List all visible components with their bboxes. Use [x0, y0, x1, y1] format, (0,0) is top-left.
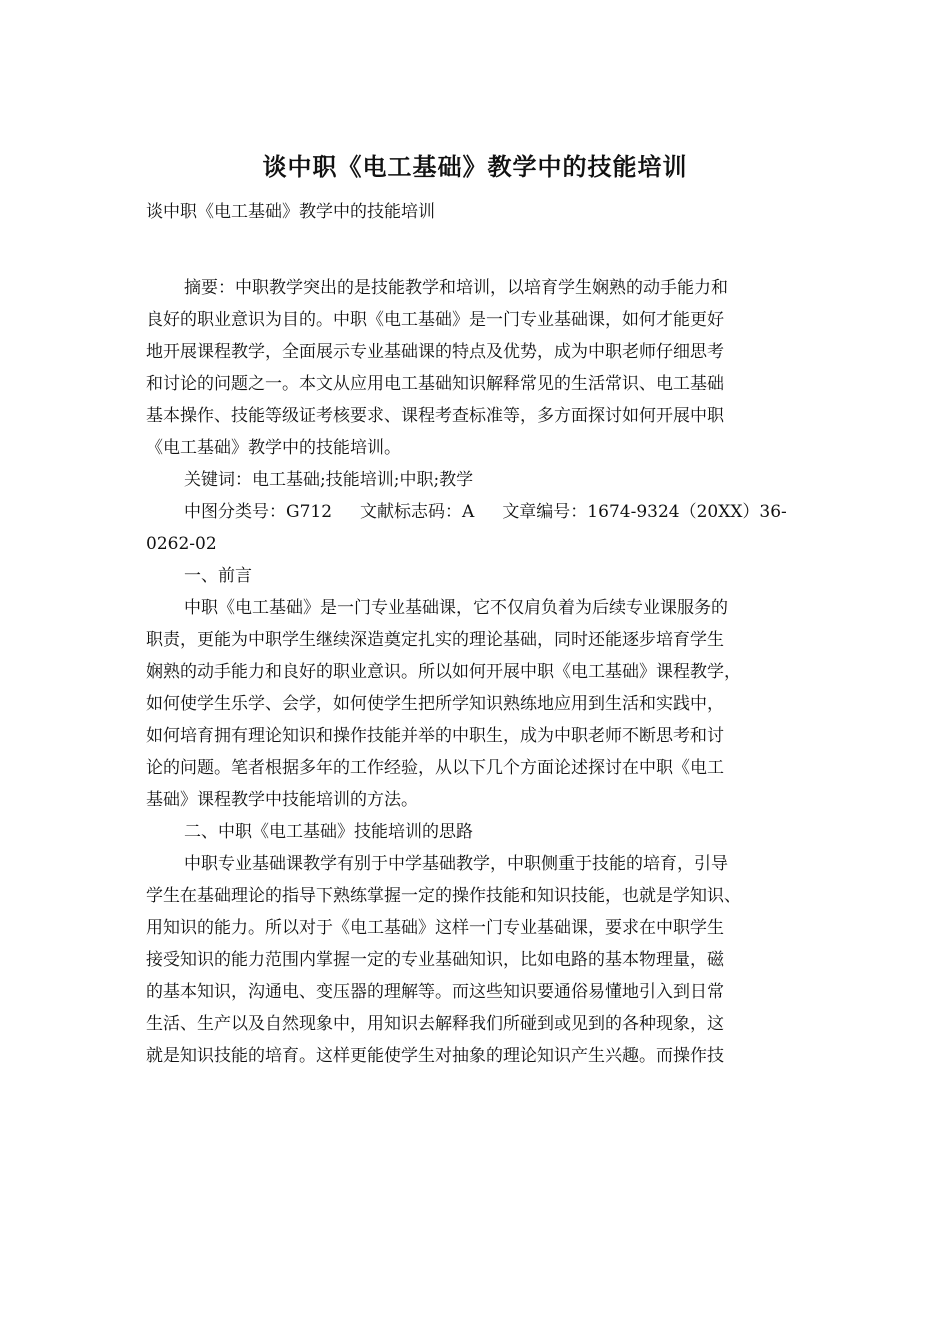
article-number-cont: 0262-02: [146, 534, 217, 554]
section1-line: 如何使学生乐学、会学，如何使学生把所学知识熟练地应用到生活和实践中，: [146, 694, 724, 714]
abstract-line: 《电工基础》教学中的技能培训。: [146, 438, 401, 458]
keywords: 关键词：电工基础;技能培训;中职;教学: [184, 470, 474, 490]
section1-line: 如何培育拥有理论知识和操作技能并举的中职生，成为中职老师不断思考和讨: [146, 726, 724, 746]
abstract-line: 地开展课程教学，全面展示专业基础课的特点及优势，成为中职老师仔细思考: [146, 342, 724, 362]
abstract-line: 基本操作、技能等级证考核要求、课程考查标准等，多方面探讨如何开展中职: [146, 406, 724, 426]
classification-line: [146, 496, 826, 528]
section1-heading: 一、前言: [184, 566, 252, 586]
document-title: 谈中职《电工基础》教学中的技能培训: [262, 153, 688, 181]
section2-line: 用知识的能力。所以对于《电工基础》这样一门专业基础课，要求在中职学生: [146, 918, 724, 938]
article-number: 文章编号：1674-9324（20XX）36-: [502, 502, 787, 522]
section2-line: 学生在基础理论的指导下熟练掌握一定的操作技能和知识技能，也就是学知识、: [146, 886, 741, 906]
section2-line: 中职专业基础课教学有别于中学基础教学，中职侧重于技能的培育，引导: [184, 854, 728, 874]
section2-line: 的基本知识，沟通电、变压器的理解等。而这些知识要通俗易懂地引入到日常: [146, 982, 724, 1002]
document-subtitle: 谈中职《电工基础》教学中的技能培训: [146, 202, 435, 222]
abstract-line: 良好的职业意识为目的。中职《电工基础》是一门专业基础课，如何才能更好: [146, 310, 724, 330]
section1-line: 中职《电工基础》是一门专业基础课，它不仅肩负着为后续专业课服务的: [184, 598, 728, 618]
abstract-line: 和讨论的问题之一。本文从应用电工基础知识解释常见的生活常识、电工基础: [146, 374, 724, 394]
document-body: [146, 272, 826, 1072]
section1-line: 论的问题。笔者根据多年的工作经验，从以下几个方面论述探讨在中职《电工: [146, 758, 724, 778]
section2-heading: 二、中职《电工基础》技能培训的思路: [184, 822, 473, 842]
section1-line: 基础》课程教学中技能培训的方法。: [146, 790, 418, 810]
clc-number: 中图分类号：G712: [184, 502, 333, 522]
section1-line: 娴熟的动手能力和良好的职业意识。所以如何开展中职《电工基础》课程教学，: [146, 662, 741, 682]
section1-line: 职责，更能为中职学生继续深造奠定扎实的理论基础，同时还能逐步培育学生: [146, 630, 724, 650]
document-code: 文献标志码：A: [360, 502, 475, 522]
section2-line: 接受知识的能力范围内掌握一定的专业基础知识，比如电路的基本物理量，磁: [146, 950, 724, 970]
abstract-line: 摘要：中职教学突出的是技能教学和培训，以培育学生娴熟的动手能力和: [184, 278, 728, 298]
section2-line: 生活、生产以及自然现象中，用知识去解释我们所碰到或见到的各种现象，这: [146, 1014, 724, 1034]
section2-line: 就是知识技能的培育。这样更能使学生对抽象的理论知识产生兴趣。而操作技: [146, 1046, 724, 1066]
